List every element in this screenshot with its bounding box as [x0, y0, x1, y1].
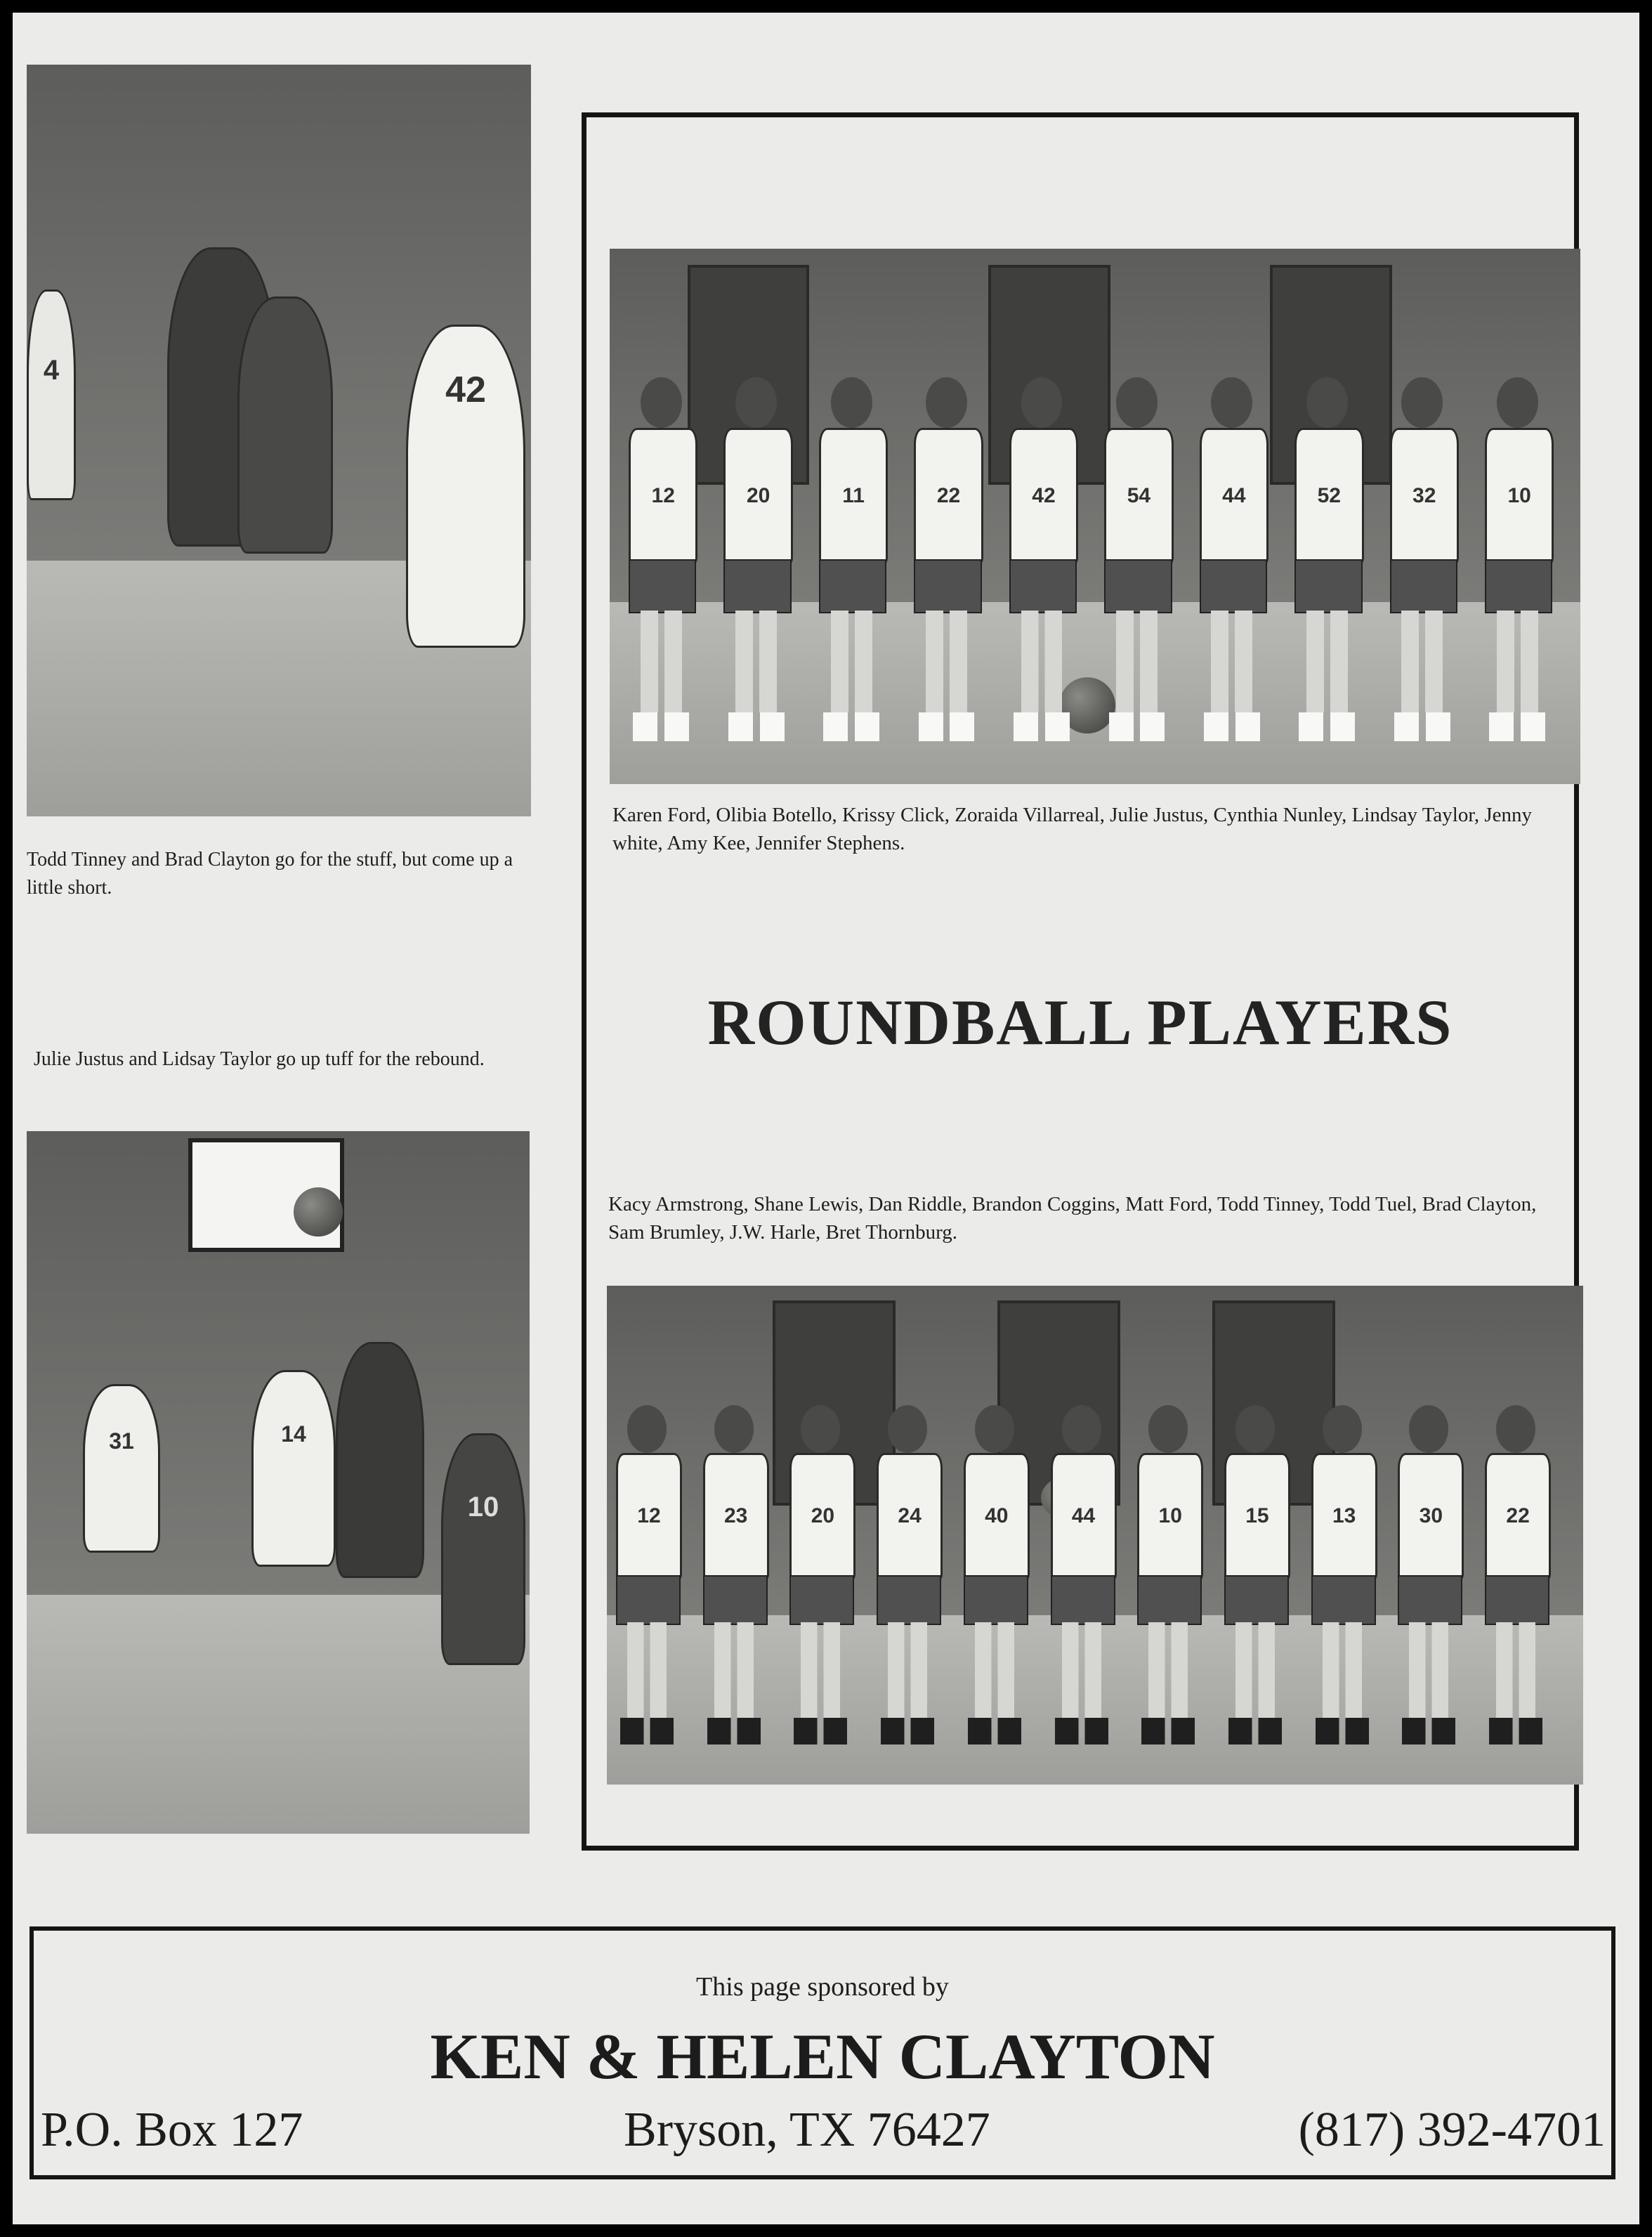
yearbook-page: [13, 13, 1639, 2224]
girls-player-6: [1100, 377, 1174, 741]
photo-boys-team: [607, 1286, 1583, 1785]
player-shorts: [789, 1575, 854, 1626]
player-head: [1306, 377, 1348, 429]
player-head: [1401, 377, 1443, 429]
player-head: [1409, 1405, 1448, 1453]
boys-player-3: [785, 1405, 855, 1744]
player-shoes: [633, 712, 689, 741]
player-shoes: [1394, 712, 1450, 741]
player-jersey-number: 11: [819, 428, 888, 563]
player-legs: [1497, 611, 1538, 712]
player-shoes: [919, 712, 975, 741]
player-shorts: [1390, 559, 1457, 613]
player-head: [641, 377, 682, 429]
player-head: [975, 1405, 1014, 1453]
player-shoes: [707, 1718, 761, 1745]
photo-jersey-number: 14: [281, 1421, 306, 1447]
player-shorts: [1294, 559, 1362, 613]
player-jersey-number: 40: [964, 1453, 1030, 1579]
girls-player-2: [719, 377, 793, 741]
photo-player-dark-12: [336, 1342, 424, 1578]
boys-player-6: [1047, 1405, 1117, 1744]
photo-jersey-number: 42: [445, 370, 486, 410]
player-shoes: [1204, 712, 1260, 741]
girls-player-7: [1195, 377, 1268, 741]
player-legs: [1401, 611, 1443, 712]
player-head: [627, 1405, 667, 1453]
photo-jersey-number: 10: [467, 1492, 499, 1522]
player-head: [926, 377, 967, 429]
player-legs: [888, 1622, 927, 1717]
player-shorts: [1224, 1575, 1289, 1626]
player-jersey-number: 12: [629, 428, 697, 563]
player-head: [1062, 1405, 1101, 1453]
boys-player-7: [1133, 1405, 1203, 1744]
player-shorts: [1485, 559, 1552, 613]
player-shoes: [1141, 1718, 1195, 1745]
player-legs: [975, 1622, 1014, 1717]
player-head: [1021, 377, 1063, 429]
player-shorts: [1311, 1575, 1376, 1626]
player-shorts: [1009, 559, 1077, 613]
caption-boys: Kacy Armstrong, Shane Lewis, Dan Riddle, Brandon Coggins, Matt Ford, Todd Tinney, Todd Tuel, Brad Clayton, Sam Brumley, J.W. Harle, Bret Thornburg.: [608, 1193, 1537, 1244]
player-head: [1116, 377, 1158, 429]
player-shorts: [964, 1575, 1028, 1626]
player-shoes: [728, 712, 785, 741]
player-shorts: [1398, 1575, 1462, 1626]
player-shorts: [1200, 559, 1267, 613]
player-jersey-number: 44: [1051, 1453, 1117, 1579]
girls-player-9: [1385, 377, 1459, 741]
player-legs: [1062, 1622, 1101, 1717]
player-jersey-number: 12: [616, 1453, 682, 1579]
player-legs: [1211, 611, 1252, 712]
girls-player-8: [1290, 377, 1364, 741]
player-legs: [831, 611, 872, 712]
page-title: ROUNDBALL PLAYERS: [707, 986, 1453, 1058]
girls-player-1: [624, 377, 698, 741]
girls-player-5: [1004, 377, 1078, 741]
player-jersey-number: 13: [1311, 1453, 1377, 1579]
player-head: [735, 377, 777, 429]
photo-player-left-edge: [27, 289, 76, 500]
girls-player-3: [815, 377, 889, 741]
player-jersey-number: 20: [789, 1453, 855, 1579]
photo-player-dark-10: [441, 1433, 525, 1665]
player-head: [888, 1405, 927, 1453]
boys-player-9: [1307, 1405, 1377, 1744]
player-head: [1496, 1405, 1535, 1453]
player-shoes: [1489, 712, 1545, 741]
player-legs: [641, 611, 682, 712]
player-shorts: [1104, 559, 1172, 613]
player-shorts: [1485, 1575, 1549, 1626]
photo-jersey-number: 4: [43, 355, 60, 386]
player-jersey-number: 23: [703, 1453, 769, 1579]
player-head: [1497, 377, 1538, 429]
player-shoes: [968, 1718, 1021, 1745]
photo-girls-rebound: [27, 1131, 530, 1834]
boys-player-11: [1481, 1405, 1551, 1744]
photo-player-dark-2: [237, 296, 333, 554]
player-shorts: [877, 1575, 941, 1626]
player-head: [1235, 1405, 1275, 1453]
player-legs: [1409, 1622, 1448, 1717]
player-jersey-number: 44: [1200, 428, 1268, 563]
player-shoes: [823, 712, 879, 741]
photo-boys-shot-block: [27, 65, 531, 816]
player-legs: [1306, 611, 1348, 712]
boys-player-2: [699, 1405, 769, 1744]
photo-girls-team: [610, 249, 1580, 784]
photo-player-31: [83, 1384, 160, 1553]
player-legs: [1235, 1622, 1275, 1717]
boys-player-4: [872, 1405, 943, 1744]
player-shorts: [629, 559, 696, 613]
player-jersey-number: 15: [1224, 1453, 1290, 1579]
player-legs: [1116, 611, 1158, 712]
photo-basketball: [294, 1187, 343, 1237]
player-shoes: [881, 1718, 934, 1745]
photo-player-14: [251, 1370, 336, 1567]
boys-player-5: [959, 1405, 1030, 1744]
player-legs: [627, 1622, 667, 1717]
player-head: [801, 1405, 840, 1453]
player-jersey-number: 54: [1104, 428, 1173, 563]
player-shorts: [1137, 1575, 1202, 1626]
player-shorts: [819, 559, 886, 613]
player-legs: [1323, 1622, 1362, 1717]
player-shorts: [703, 1575, 768, 1626]
boys-player-1: [612, 1405, 682, 1744]
player-jersey-number: 22: [914, 428, 983, 563]
player-shoes: [1109, 712, 1165, 741]
player-jersey-number: 10: [1485, 428, 1554, 563]
sponsor-label: This page sponsored by: [696, 1972, 949, 2002]
player-legs: [735, 611, 777, 712]
player-shoes: [1299, 712, 1355, 741]
player-legs: [926, 611, 967, 712]
boys-player-8: [1220, 1405, 1290, 1744]
player-legs: [714, 1622, 754, 1717]
photo-player-white-42: [406, 325, 525, 648]
player-shoes: [794, 1718, 847, 1745]
sponsor-name: KEN & HELEN CLAYTON: [430, 2021, 1215, 2092]
player-shoes: [620, 1718, 674, 1745]
player-legs: [1021, 611, 1063, 712]
sponsor-city: Bryson, TX 76427: [624, 2103, 990, 2157]
player-head: [1323, 1405, 1362, 1453]
sponsor-phone: (817) 392-4701: [1298, 2103, 1606, 2157]
caption-mid-left: Julie Justus and Lidsay Taylor go up tuff for the rebound.: [34, 1048, 485, 1070]
player-head: [1211, 377, 1252, 429]
girls-player-4: [910, 377, 983, 741]
player-legs: [1496, 1622, 1535, 1717]
player-jersey-number: 20: [723, 428, 792, 563]
player-jersey-number: 52: [1294, 428, 1363, 563]
boys-player-10: [1394, 1405, 1464, 1744]
sponsor-box: [29, 1926, 1615, 2179]
player-shoes: [1228, 1718, 1282, 1745]
player-head: [1148, 1405, 1188, 1453]
player-jersey-number: 42: [1009, 428, 1078, 563]
player-legs: [1148, 1622, 1188, 1717]
player-jersey-number: 22: [1485, 1453, 1551, 1579]
player-jersey-number: 10: [1137, 1453, 1203, 1579]
caption-girls: Karen Ford, Olibia Botello, Krissy Click, Zoraida Villarreal, Julie Justus, Cynthia Nunley, Lindsay Taylor, Jenny white, Amy Kee, Jennifer Stephens.: [612, 804, 1532, 854]
player-head: [831, 377, 872, 429]
player-shoes: [1055, 1718, 1108, 1745]
player-shoes: [1402, 1718, 1455, 1745]
photo-jersey-number: 31: [109, 1428, 134, 1454]
player-head: [714, 1405, 754, 1453]
player-jersey-number: 24: [877, 1453, 943, 1579]
player-shorts: [616, 1575, 681, 1626]
sponsor-po-box: P.O. Box 127: [41, 2103, 303, 2157]
caption-top-left: Todd Tinney and Brad Clayton go for the stuff, but come up a little short.: [27, 849, 513, 899]
player-shoes: [1014, 712, 1070, 741]
player-shoes: [1316, 1718, 1369, 1745]
girls-player-10: [1481, 377, 1554, 741]
player-jersey-number: 32: [1390, 428, 1459, 563]
player-shorts: [1051, 1575, 1115, 1626]
player-jersey-number: 30: [1398, 1453, 1464, 1579]
player-shorts: [723, 559, 791, 613]
player-shorts: [914, 559, 981, 613]
player-shoes: [1489, 1718, 1542, 1745]
player-legs: [801, 1622, 840, 1717]
